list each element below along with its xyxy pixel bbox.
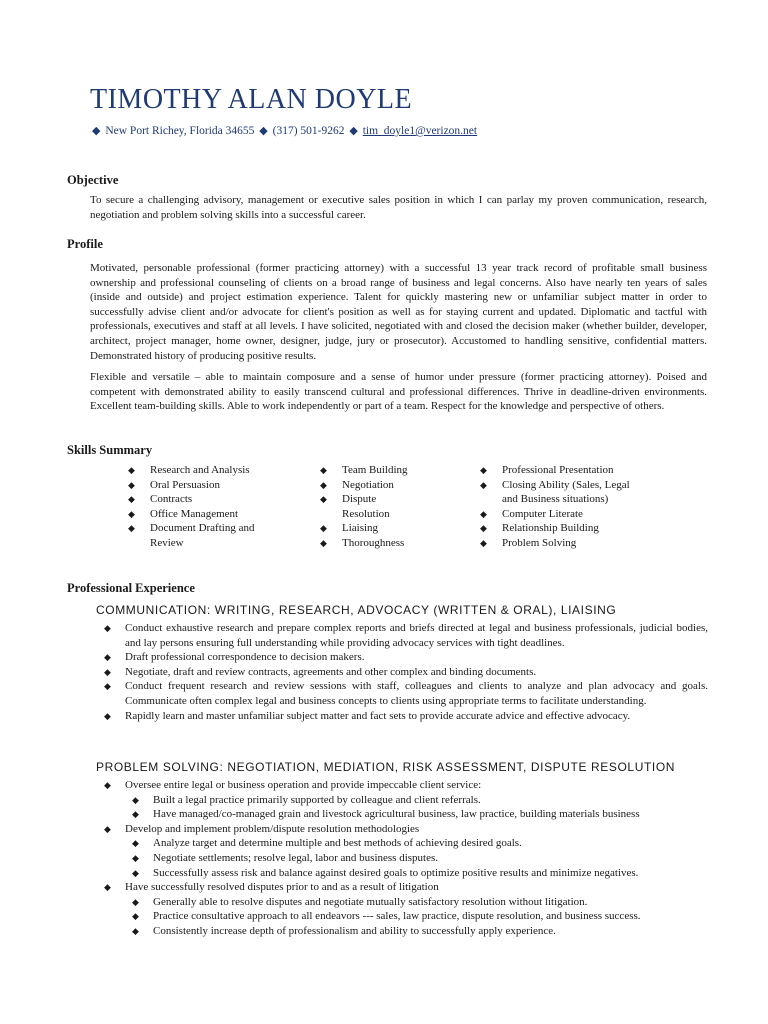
contact-line <box>90 124 477 137</box>
sub-list-item: ◆ Generally able to resolve disputes and negotiate mutually satisfactory resolution without litigation. <box>132 895 588 908</box>
diamond-bullet-icon: ◆ <box>132 838 139 849</box>
list-item: ◆ Have successfully resolved disputes prior to and as a result of litigation <box>104 881 439 894</box>
diamond-bullet-icon: ◆ <box>480 479 487 490</box>
diamond-bullet-icon: ◆ <box>132 794 139 805</box>
diamond-bullet-icon: ◆ <box>132 867 139 878</box>
skill-item: ◆ Computer Literate <box>480 507 583 520</box>
profile-paragraph-2: Flexible and versatile – able to maintain composure and a sense of humor under pressure (former practicing attorney). Poised and competent with demonstrated ability to easily transcend cultural and professional differences. Thrive in deadline-driven environments. Excellent team-building skills. Able to work independently or part of a team. Respect for the knowledge and perspective of others. <box>90 371 707 413</box>
sub-list-item: ◆ Consistently increase depth of professionalism and ability to successfully apply experience. <box>132 924 556 937</box>
list-item: ◆ Develop and implement problem/dispute resolution methodologies <box>104 822 420 835</box>
diamond-bullet-icon: ◆ <box>132 852 139 863</box>
communication-subheading: COMMUNICATION: WRITING, RESEARCH, ADVOCACY (WRITTEN & ORAL), LIAISING <box>96 603 617 617</box>
sub-list-item: ◆ Built a legal practice primarily supported by colleague and client referrals. <box>132 793 481 806</box>
skill-item: ◆ Dispute Resolution <box>320 493 390 520</box>
diamond-bullet-icon: ◆ <box>480 523 487 534</box>
diamond-bullet-icon: ◆ <box>259 125 268 137</box>
diamond-bullet-icon: ◆ <box>320 479 327 490</box>
diamond-bullet-icon: ◆ <box>128 523 135 534</box>
diamond-bullet-icon: ◆ <box>104 710 111 721</box>
diamond-bullet-icon: ◆ <box>320 523 327 534</box>
skill-item: ◆ Contracts <box>128 493 193 506</box>
skill-item: ◆ Professional Presentation <box>480 464 614 476</box>
diamond-bullet-icon: ◆ <box>104 623 111 633</box>
skill-item: ◆ Closing Ability (Sales, Legal and Business situations) <box>480 478 630 506</box>
skill-item: ◆ Document Drafting and Review <box>128 522 255 549</box>
diamond-bullet-icon: ◆ <box>480 465 487 475</box>
sub-list-item: ◆ Practice consultative approach to all endeavors --- sales, law practice, dispute resolution, and business success. <box>132 910 641 923</box>
diamond-bullet-icon: ◆ <box>104 780 111 790</box>
resume-name: TIMOTHY ALAN DOYLE <box>90 84 413 115</box>
skill-item: ◆ Liaising <box>320 522 379 535</box>
contact-location: New Port Richey, Florida 34655 <box>105 125 255 137</box>
sub-list-item: ◆ Successfully assess risk and balance against desired goals to optimize positive results and minimize negatives. <box>132 866 639 879</box>
diamond-bullet-icon: ◆ <box>132 925 139 936</box>
communication-list <box>104 621 708 723</box>
sub-list-item: ◆ Have managed/co-managed grain and livestock agricultural business, law practice, building materials business <box>132 808 640 821</box>
list-item: ◆ Oversee entire legal or business operation and provide impeccable client service: <box>104 779 482 791</box>
problem-solving-subheading: PROBLEM SOLVING: NEGOTIATION, MEDIATION, RISK ASSESSMENT, DISPUTE RESOLUTION <box>96 760 676 774</box>
skills-column-1 <box>128 463 288 551</box>
diamond-bullet-icon: ◆ <box>104 823 111 834</box>
skill-item: ◆ Relationship Building <box>480 522 599 535</box>
contact-phone: (317) 501-9262 <box>272 125 345 137</box>
diamond-bullet-icon: ◆ <box>132 809 139 820</box>
diamond-bullet-icon: ◆ <box>132 911 139 922</box>
list-item: ◆ Rapidly learn and master unfamiliar subject matter and fact sets to provide accurate advice and effective advocacy. <box>104 709 631 722</box>
diamond-bullet-icon: ◆ <box>320 537 327 548</box>
diamond-bullet-icon: ◆ <box>104 882 111 893</box>
list-item: ◆ Negotiate, draft and review contracts, agreements and other complex and binding documents. <box>104 665 537 678</box>
diamond-bullet-icon: ◆ <box>349 125 358 137</box>
profile-paragraph-1: Motivated, personable professional (former practicing attorney) with a successful 13 year track record of profitable small business ownership and professional counseling of clients on a broad range of business and legal concerns. Also have nearly ten years of sales (inside and outside) and project estimation experience. Talent for quickly mastering new or unfamiliar subject matter in order to successfully advise client and/or advocate for client's position as well as for staying current and updated. Diplomatic and tactful with professionals, executives and staff at all levels. I have solicited, negotiated with and closed the decision maker (whether builder, developer, architect, project manager, home owner, designer, judge, jury or prosecutor). Accustomed to handling sensitive, confidential matters. Demonstrated history of producing positive results. <box>90 262 707 362</box>
skills-column-3 <box>480 463 680 551</box>
diamond-bullet-icon: ◆ <box>480 508 487 519</box>
diamond-bullet-icon: ◆ <box>128 508 135 519</box>
skills-heading: Skills Summary <box>67 443 153 457</box>
sub-list-item: ◆ Negotiate settlements; resolve legal, labor and business disputes. <box>132 851 439 864</box>
skill-item: ◆ Problem Solving <box>480 536 577 549</box>
objective-text: To secure a challenging advisory, management or executive sales position in which I can parlay my proven communication, research, negotiation and problem solving skills into a successful career. <box>90 194 707 221</box>
diamond-bullet-icon: ◆ <box>104 652 111 663</box>
diamond-bullet-icon: ◆ <box>320 494 327 505</box>
diamond-bullet-icon: ◆ <box>128 465 135 475</box>
profile-heading: Profile <box>67 237 103 251</box>
list-item: ◆ Conduct exhaustive research and prepare complex reports and briefs directed at legal and business professionals, judicial bodies, and lay persons ensuring full understanding while providing advocacy services with tight deadlines. <box>104 622 708 649</box>
experience-heading: Professional Experience <box>67 581 195 595</box>
list-item: ◆ Conduct frequent research and review sessions with staff, colleagues and clients to analyze and plan advocacy and goals. Communicate often complex legal and business concepts to clients using appropriate terms to facilitate understanding. <box>104 680 708 707</box>
diamond-bullet-icon: ◆ <box>480 537 487 548</box>
diamond-bullet-icon: ◆ <box>104 681 111 692</box>
problem-solving-list <box>104 778 708 939</box>
skill-item: ◆ Team Building <box>320 464 408 476</box>
skill-item: ◆ Thoroughness <box>320 536 405 549</box>
objective-heading: Objective <box>67 173 119 187</box>
skill-item: ◆ Oral Persuasion <box>128 478 220 491</box>
contact-email-link[interactable]: tim_doyle1@verizon.net <box>362 125 478 137</box>
diamond-bullet-icon: ◆ <box>92 125 101 137</box>
sub-list-item: ◆ Analyze target and determine multiple and best methods of achieving desired goals. <box>132 837 522 850</box>
skill-item: ◆ Research and Analysis <box>128 464 250 476</box>
diamond-bullet-icon: ◆ <box>128 479 135 490</box>
skill-item: ◆ Negotiation <box>320 478 394 491</box>
diamond-bullet-icon: ◆ <box>128 494 135 505</box>
list-item: ◆ Draft professional correspondence to decision makers. <box>104 651 365 664</box>
skills-column-2 <box>320 463 460 551</box>
diamond-bullet-icon: ◆ <box>132 896 139 907</box>
diamond-bullet-icon: ◆ <box>104 666 111 677</box>
skill-item: ◆ Office Management <box>128 507 239 520</box>
diamond-bullet-icon: ◆ <box>320 465 327 475</box>
